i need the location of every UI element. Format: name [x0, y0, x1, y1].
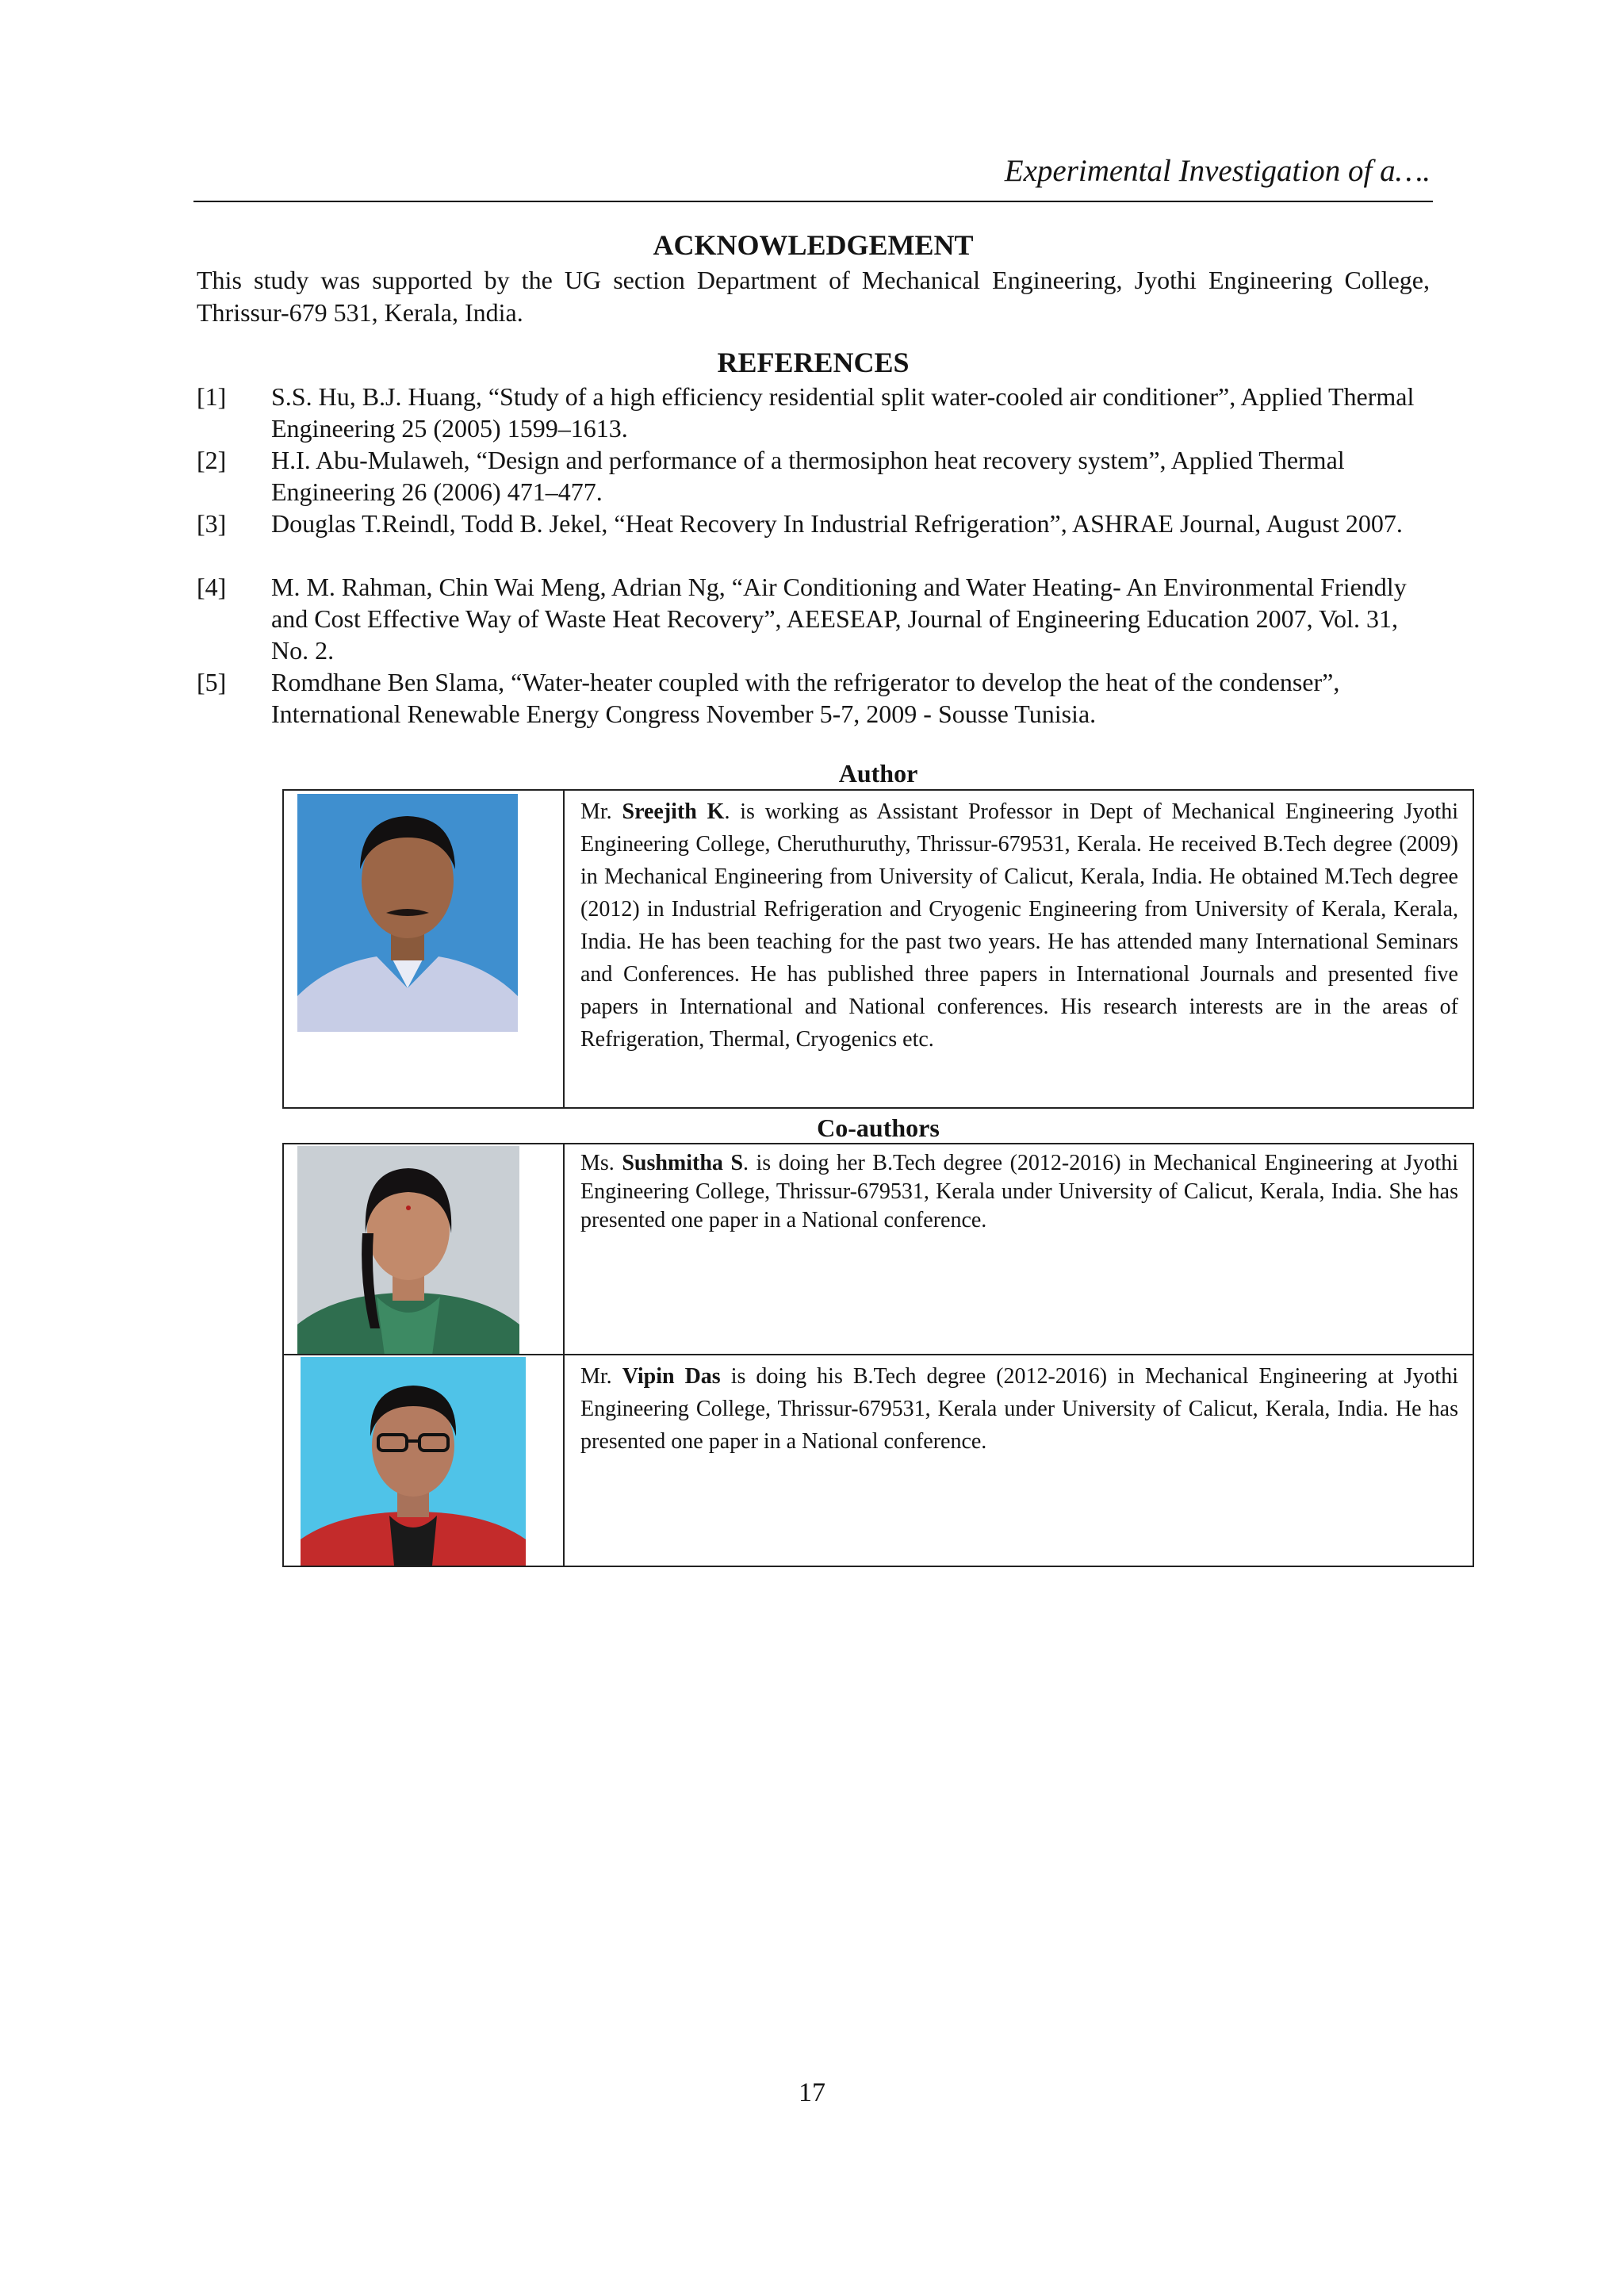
coauthor-1-bio [565, 1144, 1473, 1354]
coauthor-1-bio-text: . is doing her B.Tech degree (2012-2016) in Mechanical Engineering at Jyothi Engineering College, Thrissur-679531, Kerala under University of Calicut, Kerala, India. She has presented one paper in a National conference. [580, 1151, 1459, 1232]
author-bio-text: . is working as Assistant Professor in Dept of Mechanical Engineering Jyothi Engineering College, Cheruthuruthy, Thrissur-679531, Kerala. He received B.Tech degree (2009) in Mechanical Engineering from University of Calicut, Kerala, India. He obtained M.Tech degree (2012) in Industrial Refrigeration and Cryogenic Engineering from University of Kerala, Kerala, India. He has been teaching for the past two years. He has attended many International Seminars and Conferences. He has published three papers in International Journals and presented five papers in International and National conferences. His research interests are in the areas of Refrigeration, Thermal, Cryogenics etc. [580, 799, 1458, 1052]
coauthor-2-photo [301, 1357, 526, 1566]
author-bio-prefix: Mr. [580, 799, 622, 824]
reference-text: H.I. Abu-Mulaweh, “Design and performance of a thermosiphon heat recovery system”, Applied Thermal Engineering 26 (2006) 471–477. [271, 446, 1345, 506]
coauthor-1-photo-cell [284, 1144, 565, 1354]
reference-text: Romdhane Ben Slama, “Water-heater coupled with the refrigerator to develop the heat of the condenser”, International Renewable Energy Congress November 5-7, 2009 - Sousse Tunisia. [271, 668, 1340, 728]
coauthor-1-name: Sushmitha S [622, 1151, 744, 1175]
coauthor-row-2 [282, 1354, 1474, 1567]
reference-text: M. M. Rahman, Chin Wai Meng, Adrian Ng, “Air Conditioning and Water Heating- An Environmental Friendly and Cost Effective Way of Waste Heat Recovery”, AEESEAP, Journal of Engineering Education 2007, Vol. 31, No. 2. [271, 573, 1407, 665]
coauthor-2-bio [565, 1355, 1473, 1566]
author-bio [565, 791, 1473, 1107]
author-caption: Author [838, 759, 918, 788]
reference-number: [1] [197, 382, 227, 411]
coauthor-1-prefix: Ms. [580, 1151, 622, 1175]
reference-text: S.S. Hu, B.J. Huang, “Study of a high efficiency residential split water-cooled air conditioner”, Applied Thermal Engineering 25 (2005) 1599–1613. [271, 382, 1415, 443]
reference-number: [5] [197, 668, 227, 696]
coauthor-1-photo [297, 1146, 519, 1355]
author-table [282, 789, 1474, 1109]
coauthors-caption: Co-authors [817, 1114, 940, 1142]
acknowledgement-text: This study was supported by the UG section Department of Mechanical Engineering, Jyothi Engineering College, Thrissur-679 531, Kerala, India. [197, 266, 1430, 327]
coauthor-2-name: Vipin Das [622, 1364, 721, 1389]
author-photo-cell [284, 791, 565, 1107]
header-rule [193, 201, 1433, 202]
page-number: 17 [799, 2078, 825, 2107]
running-head: Experimental Investigation of a…. [1004, 154, 1431, 188]
references-title: REFERENCES [717, 347, 910, 378]
author-name: Sreejith K [622, 799, 725, 824]
reference-text: Douglas T.Reindl, Todd B. Jekel, “Heat Recovery In Industrial Refrigeration”, ASHRAE Journal, August 2007. [271, 509, 1403, 538]
coauthor-2-prefix: Mr. [580, 1364, 622, 1389]
coauthor-2-bio-text: is doing his B.Tech degree (2012-2016) in Mechanical Engineering at Jyothi Engineering College, Thrissur-679531, Kerala under University of Calicut, Kerala, India. He has presented one paper in a National conference. [580, 1364, 1458, 1454]
acknowledgement-title: ACKNOWLEDGEMENT [653, 229, 974, 261]
coauthor-row-1 [282, 1143, 1474, 1355]
reference-number: [2] [197, 446, 227, 474]
coauthor-2-photo-cell [284, 1355, 565, 1566]
author-photo [297, 794, 518, 1032]
reference-number: [3] [197, 509, 227, 538]
reference-number: [4] [197, 573, 227, 601]
